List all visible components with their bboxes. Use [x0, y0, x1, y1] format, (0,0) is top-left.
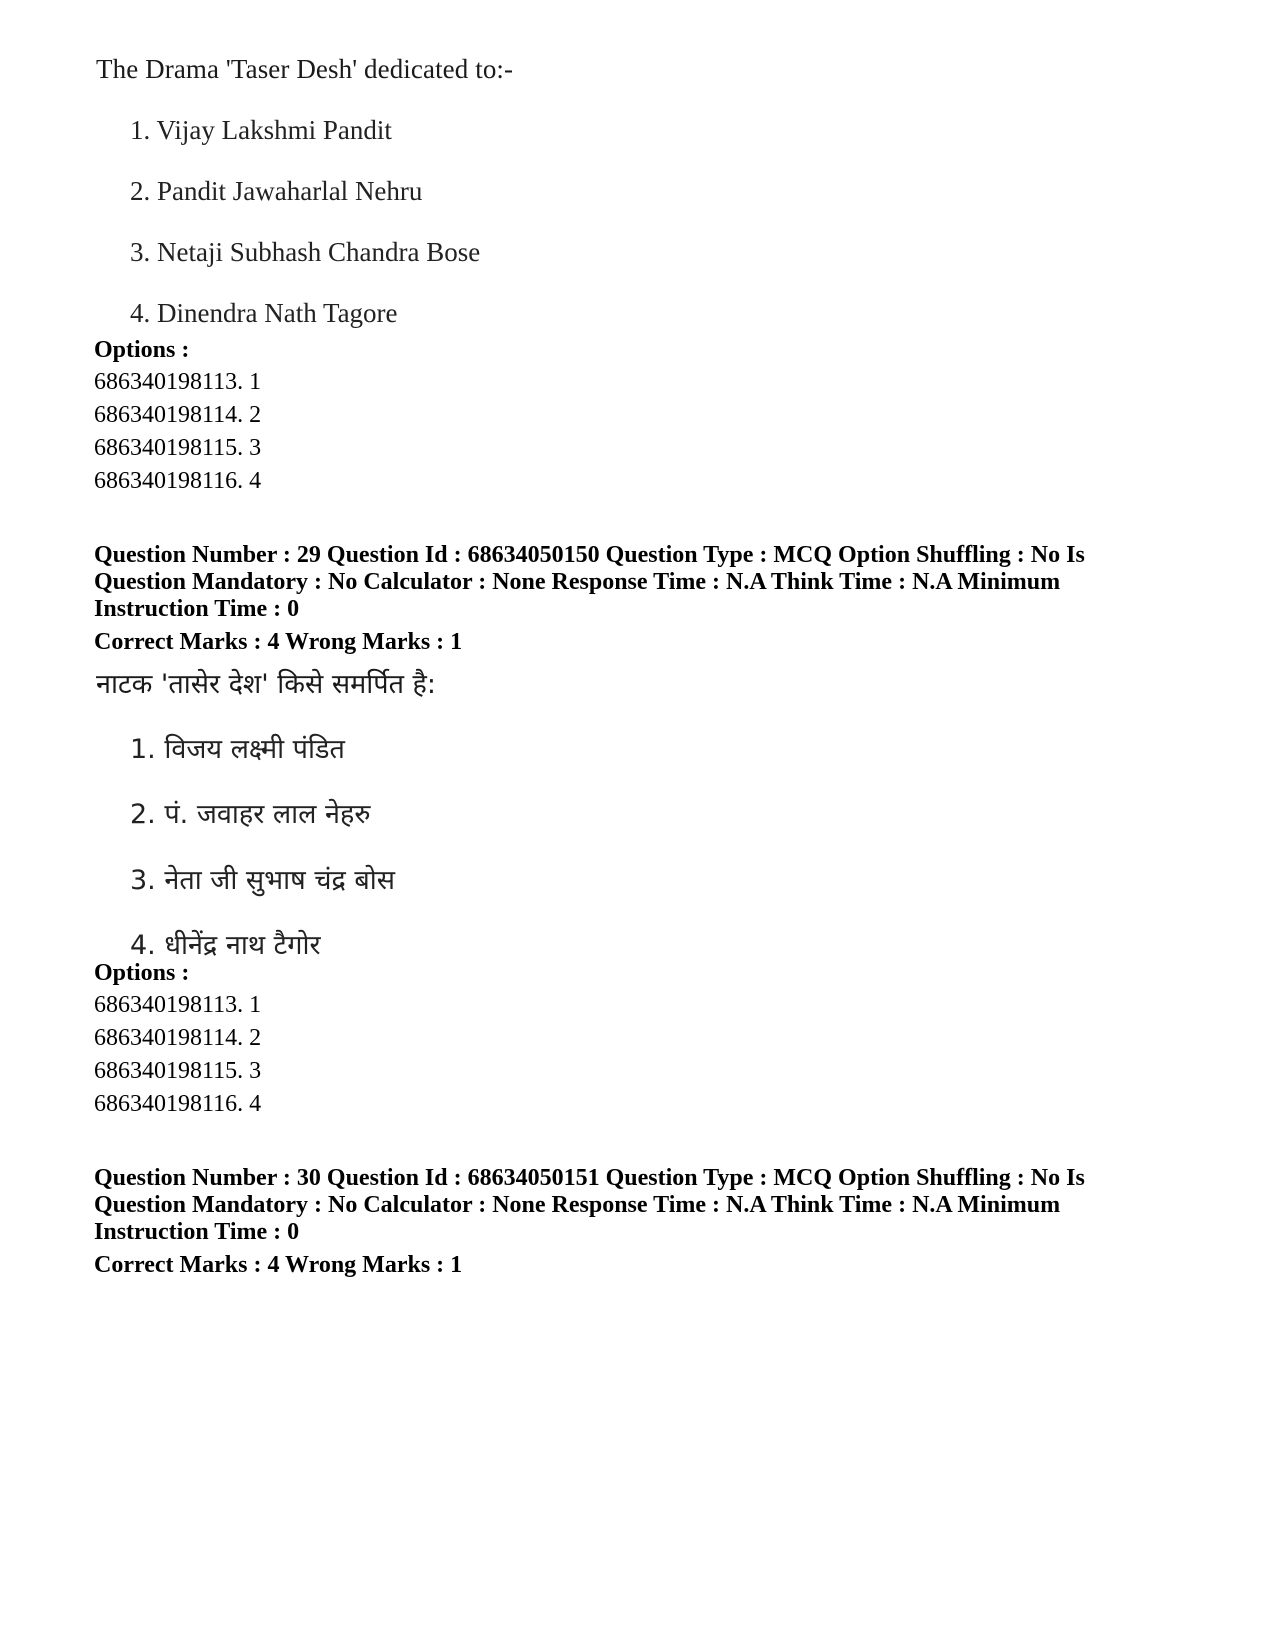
marks-line: Correct Marks : 4 Wrong Marks : 1: [94, 629, 463, 655]
choice-2-hi: 2. पं. जवाहर लाल नेहरु: [130, 799, 371, 830]
option-row: 686340198116. 4: [94, 1091, 262, 1117]
choice-2-en: 2. Pandit Jawaharlal Nehru: [130, 176, 423, 206]
question-meta-line: Question Mandatory : No Calculator : None Response Time : N.A Think Time : N.A Minimum: [94, 1192, 1061, 1218]
question-meta-line: Question Number : 29 Question Id : 68634050150 Question Type : MCQ Option Shuffling : No Is: [94, 542, 1085, 568]
choice-1-en: 1. Vijay Lakshmi Pandit: [130, 115, 392, 145]
marks-line: Correct Marks : 4 Wrong Marks : 1: [94, 1252, 463, 1278]
option-row: 686340198115. 3: [94, 1058, 262, 1084]
option-row: 686340198113. 1: [94, 992, 262, 1018]
question-meta-line: Instruction Time : 0: [94, 596, 300, 622]
choice-3-hi: 3. नेता जी सुभाष चंद्र बोस: [130, 865, 396, 896]
question-meta-line: Instruction Time : 0: [94, 1219, 300, 1245]
question-text-hi: नाटक 'तासेर देश' किसे समर्पित है:: [96, 669, 436, 700]
option-row: 686340198115. 3: [94, 435, 262, 461]
choice-3-en: 3. Netaji Subhash Chandra Bose: [130, 237, 481, 267]
option-row: 686340198113. 1: [94, 369, 262, 395]
choice-4-en: 4. Dinendra Nath Tagore: [130, 298, 398, 328]
choice-1-hi: 1. विजय लक्ष्मी पंडित: [130, 734, 345, 765]
options-label: Options :: [94, 960, 190, 986]
option-row: 686340198114. 2: [94, 402, 262, 428]
option-row: 686340198114. 2: [94, 1025, 262, 1051]
question-meta-line: Question Number : 30 Question Id : 68634050151 Question Type : MCQ Option Shuffling : No Is: [94, 1165, 1085, 1191]
option-row: 686340198116. 4: [94, 468, 262, 494]
question-text-en: The Drama 'Taser Desh' dedicated to:-: [96, 54, 514, 84]
question-meta-line: Question Mandatory : No Calculator : None Response Time : N.A Think Time : N.A Minimum: [94, 569, 1061, 595]
options-label: Options :: [94, 337, 190, 363]
choice-4-hi: 4. धीनेंद्र नाथ टैगोर: [130, 930, 321, 961]
